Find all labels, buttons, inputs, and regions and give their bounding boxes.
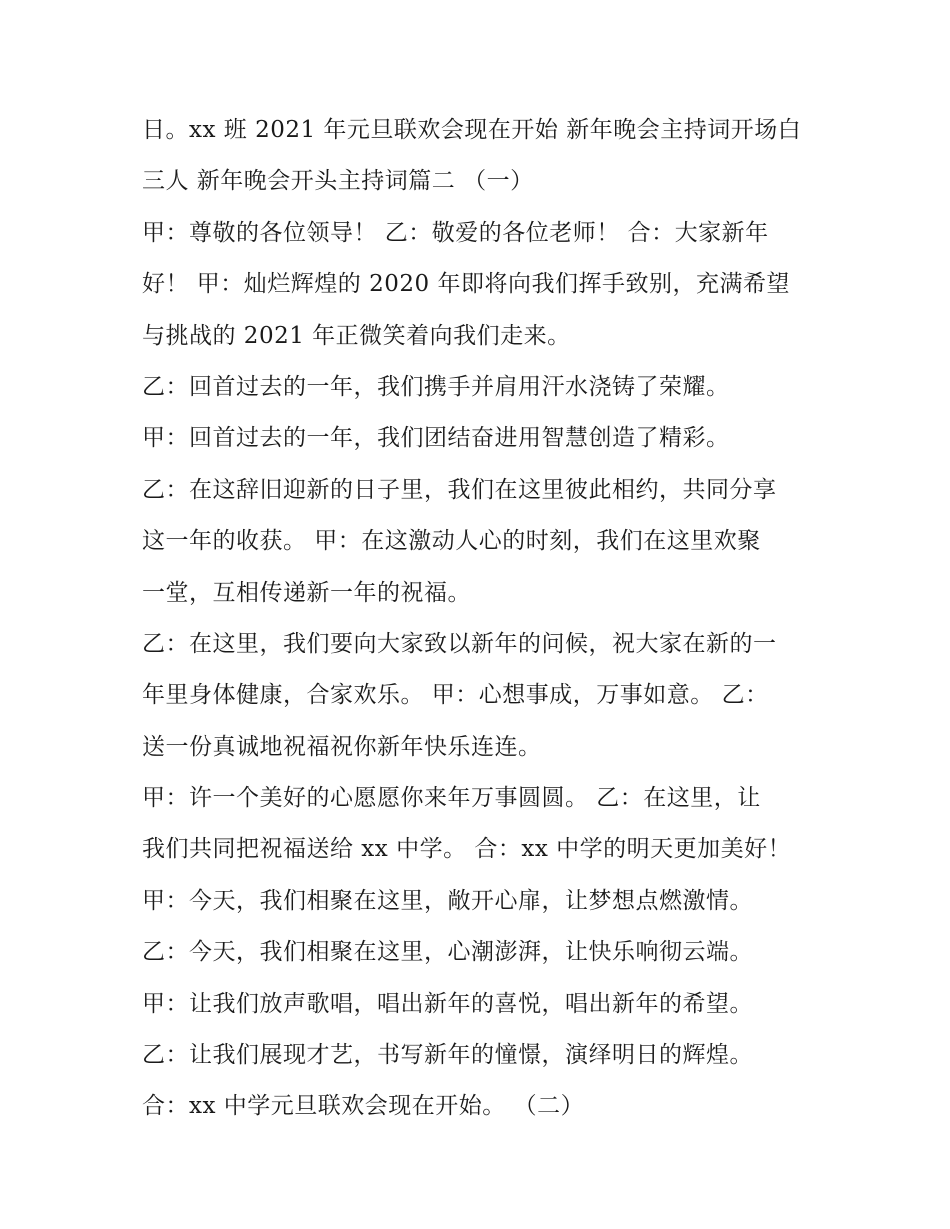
text-line: 日。xx 班 2021 年元旦联欢会现在开始 新年晚会主持词开场白 — [142, 117, 802, 143]
text-line: 甲：尊敬的各位领导！ 乙：敬爱的各位老师！ 合：大家新年 — [142, 219, 769, 246]
text-line: 甲：许一个美好的心愿愿你来年万事圆圆。 乙：在这里，让 — [142, 785, 761, 812]
text-line: 与挑战的 2021 年正微笑着向我们走来。 — [142, 322, 571, 349]
text-line: 甲：今天，我们相聚在这里，敞开心扉，让梦想点燃激情。 — [142, 887, 753, 914]
text-line: 甲：让我们放声歌唱，唱出新年的喜悦，唱出新年的希望。 — [142, 990, 753, 1017]
text-line: 乙：在这里，我们要向大家致以新年的问候，祝大家在新的一 — [142, 630, 777, 657]
text-line: 甲：回首过去的一年，我们团结奋进用智慧创造了精彩。 — [142, 425, 730, 452]
text-line: 乙：今天，我们相聚在这里，心潮澎湃，让快乐响彻云端。 — [142, 939, 753, 966]
text-line: 年里身体健康，合家欢乐。 甲：心想事成，万事如意。 乙： — [142, 682, 769, 709]
text-line: 一堂，互相传递新一年的祝福。 — [142, 579, 471, 606]
text-line: 乙：在这辞旧迎新的日子里，我们在这里彼此相约，共同分享 — [142, 476, 777, 503]
text-line: 乙：让我们展现才艺，书写新年的憧憬，演绎明日的辉煌。 — [142, 1042, 753, 1069]
text-line: 我们共同把祝福送给 xx 中学。 合：xx 中学的明天更加美好！ — [142, 836, 792, 863]
text-line: 这一年的收获。 甲：在这激动人心的时刻，我们在这里欢聚 — [142, 528, 761, 555]
text-line: 三人 新年晚会开头主持词篇二 （一） — [142, 168, 534, 195]
text-line: 乙：回首过去的一年，我们携手并肩用汗水浇铸了荣耀。 — [142, 373, 730, 400]
text-line: 好！ 甲：灿烂辉煌的 2020 年即将向我们挥手致别，充满希望 — [142, 271, 790, 298]
body-text — [142, 105, 832, 1133]
text-line: 送一份真诚地祝福祝你新年快乐连连。 — [142, 733, 542, 760]
text-line: 合：xx 中学元旦联欢会现在开始。 （二） — [142, 1093, 585, 1120]
